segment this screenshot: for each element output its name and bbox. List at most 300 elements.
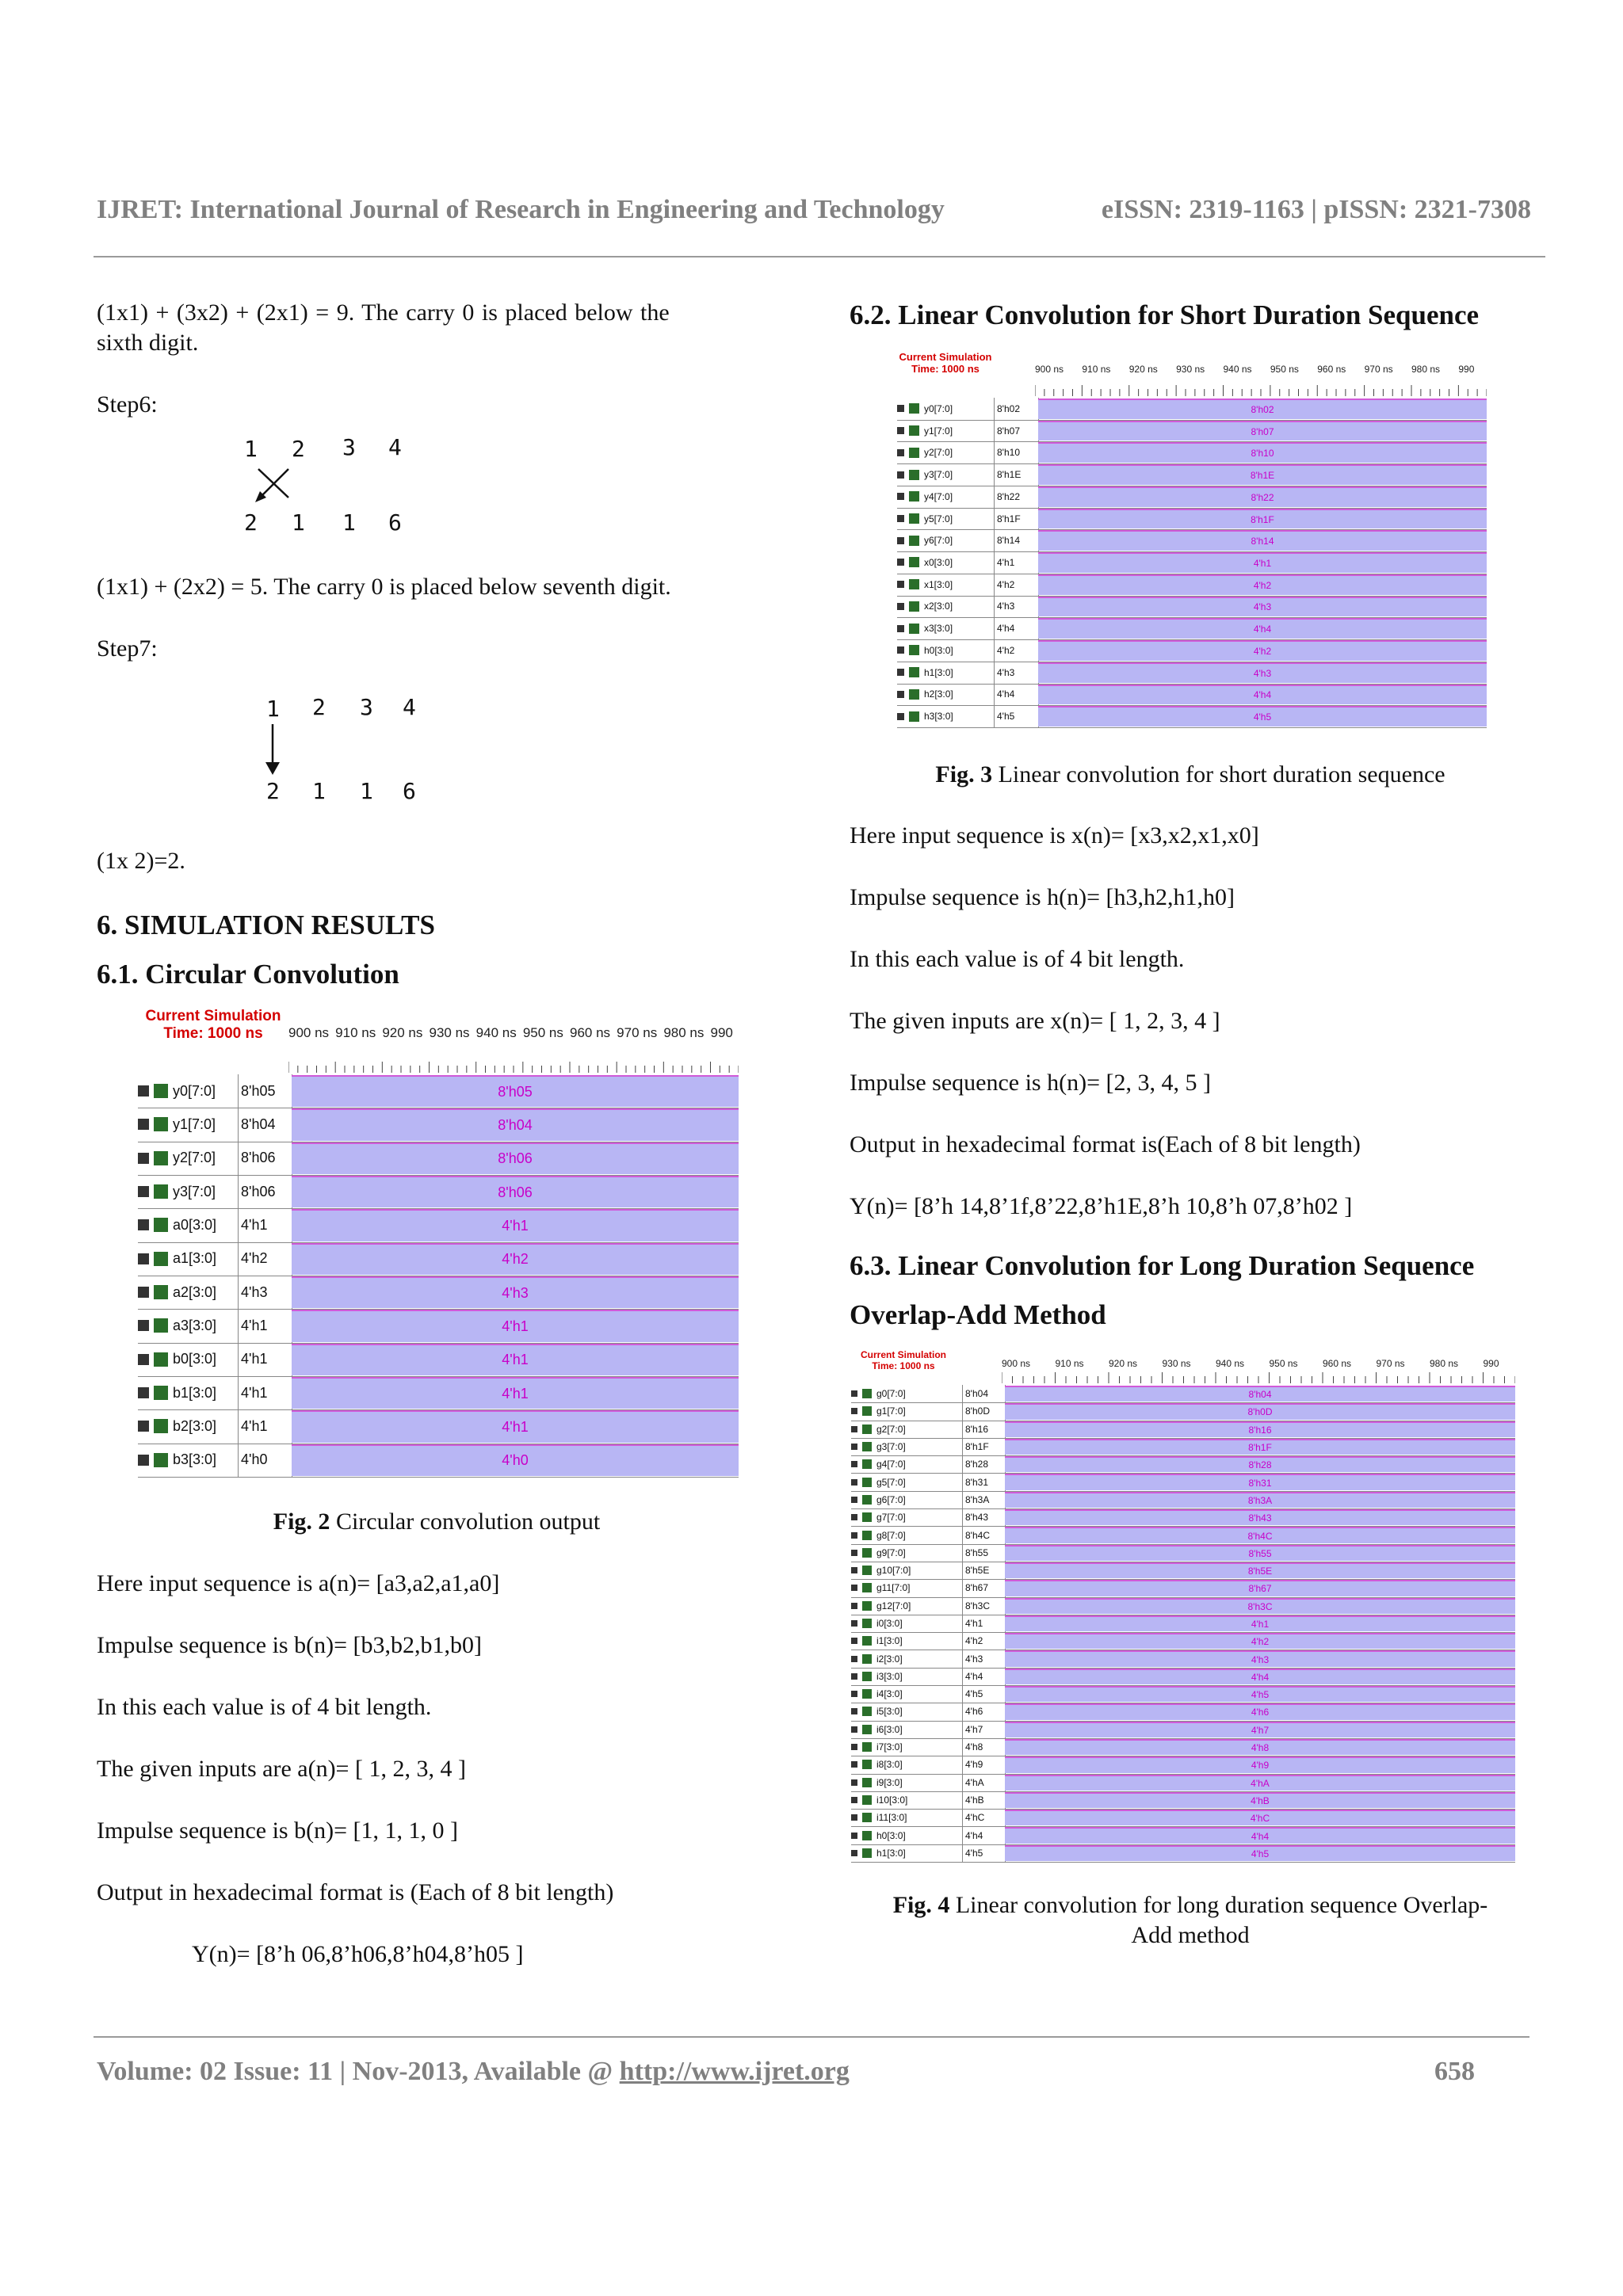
signal-value: 8'h43 [962,1508,1006,1526]
signal-row [851,1473,1515,1491]
time-tick-label: 980 ns [663,1025,705,1040]
signal-name[interactable] [851,1579,963,1596]
time-tick-label: 940 ns [475,1025,517,1040]
signal-name[interactable] [138,1208,239,1241]
time-ruler [1002,1372,1515,1383]
expand-icon[interactable] [897,691,904,698]
signal-name-text: g12[7:0] [876,1600,911,1611]
signal-name-text: i0[3:0] [876,1617,903,1629]
bus-signal-icon [862,1619,872,1628]
signal-row [851,1508,1515,1527]
fig3-waveform [897,349,1487,727]
signal-name[interactable] [851,1844,963,1862]
bus-signal-icon [154,1252,168,1266]
signal-value: 8'h1E [994,463,1039,486]
time-tick-label: 960 ns [570,1025,611,1040]
expand-icon[interactable] [138,1287,149,1298]
signal-row [851,1826,1515,1844]
fig3-label: Fig. 3 [935,761,993,788]
signal-row [851,1526,1515,1544]
signal-name[interactable] [897,441,995,463]
signal-value: 8'h3C [962,1597,1006,1615]
time-tick-label: 910 ns [335,1025,376,1040]
bus-signal-icon [909,689,919,700]
step6-bottom-3: 1 [342,509,356,536]
signal-name[interactable] [851,1562,963,1579]
signal-row [851,1597,1515,1615]
expand-icon[interactable] [897,493,904,500]
signal-name[interactable] [851,1526,963,1543]
signal-name-text: g1[7:0] [876,1405,906,1417]
step7-label: Step7: [97,635,158,662]
expand-icon[interactable] [851,1850,857,1856]
time-ruler [1035,385,1487,396]
signal-name[interactable] [138,1309,239,1342]
signal-waveform-bar: 8'h05 [292,1075,739,1107]
expand-icon[interactable] [138,1085,149,1097]
fig2-desc-7: Y(n)= [8’h 06,8’h06,8’h04,8’h05 ] [192,1941,524,1967]
signal-value: 4'h2 [994,574,1039,596]
signal-row [138,1309,739,1343]
signal-row [897,596,1487,619]
signal-row [851,1668,1515,1686]
signal-name[interactable] [897,639,995,662]
fig4-label: Fig. 4 [892,1892,950,1918]
signal-row [897,529,1487,552]
signal-name-text: y3[7:0] [173,1183,216,1199]
step7-top-1: 1 [266,696,280,722]
expand-icon[interactable] [138,1455,149,1466]
expand-icon[interactable] [851,1550,857,1556]
signal-row [851,1579,1515,1597]
signal-name[interactable] [897,420,995,442]
signal-name-text: g6[7:0] [876,1493,906,1505]
step7-top-3: 3 [360,694,373,720]
signal-row [138,1142,739,1176]
signal-name-text: b2[3:0] [173,1417,217,1434]
expand-icon[interactable] [851,1620,857,1627]
expand-icon[interactable] [851,1497,857,1503]
journal-link[interactable]: http://www.ijret.org [619,2057,850,2086]
signal-name[interactable] [851,1544,963,1562]
signal-waveform-bar: 8'h28 [1005,1456,1515,1472]
signal-name[interactable] [851,1473,963,1490]
footer-rule [94,2036,1529,2038]
signal-name[interactable] [897,508,995,530]
signal-value: 8'h0D [962,1402,1006,1420]
signal-waveform-bar: 4'h1 [1005,1615,1515,1631]
signal-value: 8'h14 [994,529,1039,551]
signal-waveform-bar: 4'h3 [292,1276,739,1308]
signal-row [138,1175,739,1209]
time-tick-label: 930 ns [429,1025,470,1040]
time-tick-label: 910 ns [1055,1358,1084,1369]
expand-icon[interactable] [897,449,904,456]
expand-icon[interactable] [851,1638,857,1644]
bus-signal-icon [862,1459,872,1469]
signal-name[interactable] [851,1385,963,1402]
signal-row [897,684,1487,707]
signal-waveform-bar: 4'h1 [1038,552,1487,573]
signal-value: 4'h1 [238,1409,292,1443]
signal-name[interactable] [897,486,995,508]
expand-icon[interactable] [897,625,904,632]
time-tick-label: 990 [1483,1358,1499,1369]
expand-icon[interactable] [851,1691,857,1697]
bus-signal-icon [862,1778,872,1787]
expand-icon[interactable] [851,1408,857,1414]
bus-signal-icon [862,1512,872,1522]
expand-icon[interactable] [138,1253,149,1264]
signal-name-text: i6[3:0] [876,1723,903,1735]
signal-row [138,1208,739,1242]
signal-waveform-bar: 4'h2 [1038,640,1487,661]
expand-icon[interactable] [897,471,904,479]
signal-name-text: h1[3:0] [924,666,953,678]
signal-row [851,1562,1515,1580]
signal-row [897,508,1487,531]
signal-row [851,1791,1515,1810]
sim-time-title [897,352,994,376]
signal-value: 8'h02 [994,398,1039,420]
expand-icon[interactable] [851,1814,857,1821]
signal-name[interactable] [897,684,995,706]
journal-title: IJRET: International Journal of Research in Engineering and Technology [97,195,945,224]
signal-row [851,1844,1515,1863]
expand-icon[interactable] [138,1119,149,1130]
signal-value: 4'h2 [962,1632,1006,1650]
signal-name[interactable] [138,1276,239,1309]
signal-name[interactable] [897,705,995,727]
signal-row [138,1108,739,1142]
step6-bottom-1: 2 [244,509,258,536]
signal-name[interactable] [851,1703,963,1720]
expand-icon[interactable] [851,1390,857,1397]
signal-name[interactable] [851,1826,963,1844]
signal-waveform-bar: 8'h43 [1005,1509,1515,1525]
signal-value: 4'h1 [994,551,1039,574]
signal-name-text: a1[3:0] [173,1250,217,1267]
signal-value: 8'h31 [962,1473,1006,1490]
page-number: 658 [1434,2057,1475,2086]
bus-signal-icon [862,1566,872,1575]
fig2-label: Fig. 2 [273,1508,330,1535]
expand-icon[interactable] [851,1567,857,1573]
expand-icon[interactable] [851,1461,857,1467]
signal-waveform-bar: 4'h1 [292,1344,739,1375]
expand-icon[interactable] [138,1219,149,1230]
signal-waveform-bar: 8'h1F [1038,509,1487,529]
signal-value: 4'h8 [962,1738,1006,1756]
time-ruler [288,1062,739,1073]
signal-name[interactable] [851,1615,963,1632]
expand-icon[interactable] [851,1779,857,1786]
time-tick-label: 940 ns [1223,364,1252,375]
expand-icon[interactable] [897,427,904,434]
bus-signal-icon [909,470,919,480]
signal-name[interactable] [138,1108,239,1141]
expand-icon[interactable] [897,537,904,544]
signal-name-text: i10[3:0] [876,1794,908,1806]
signal-waveform-bar: 4'h4 [1038,685,1487,705]
signal-name-text: y4[7:0] [924,490,953,502]
fig3-desc-7: Y(n)= [8’h 14,8’1f,8’22,8’h1E,8’h 10,8’h 07,8’h02 ] [850,1193,1353,1219]
issn: eISSN: 2319-1163 | pISSN: 2321-7308 [1101,195,1531,224]
bus-signal-icon [909,557,919,567]
signal-row [851,1721,1515,1739]
expand-icon[interactable] [851,1532,857,1539]
expand-icon[interactable] [897,603,904,610]
expand-icon[interactable] [897,646,904,654]
expand-icon[interactable] [851,1726,857,1733]
fig4-waveform [851,1347,1515,1862]
signal-waveform-bar: 4'h8 [1005,1739,1515,1755]
signal-waveform-bar: 8'h0D [1005,1403,1515,1419]
signal-value: 8'h07 [994,420,1039,442]
signal-name-text: a2[3:0] [173,1283,217,1300]
expand-icon[interactable] [897,515,904,522]
signal-name[interactable] [851,1738,963,1756]
signal-value: 8'h4C [962,1526,1006,1543]
expand-icon[interactable] [138,1186,149,1197]
signal-name[interactable] [897,398,995,420]
bus-signal-icon [154,1352,168,1367]
signal-name[interactable] [138,1343,239,1376]
expand-icon[interactable] [897,559,904,566]
step6-label: Step6: [97,391,158,418]
expand-icon[interactable] [851,1603,857,1609]
sim-title-line1: Current Simulation [860,1349,946,1360]
bus-signal-icon [154,1218,168,1232]
time-tick-label: 970 ns [617,1025,658,1040]
signal-name-text: a0[3:0] [173,1216,217,1233]
signal-name-text: y2[7:0] [924,447,953,459]
expand-icon[interactable] [851,1797,857,1803]
signal-name-text: i7[3:0] [876,1741,903,1753]
time-tick-label: 900 ns [1035,364,1064,375]
signal-name[interactable] [138,1242,239,1276]
signal-row [897,441,1487,464]
signal-name[interactable] [851,1721,963,1738]
signal-value: 4'h1 [238,1309,292,1342]
signal-value: 4'h4 [962,1826,1006,1844]
bus-signal-icon [909,645,919,655]
signal-name-text: x2[3:0] [924,601,953,612]
footer-left [97,2057,850,2087]
expand-icon[interactable] [138,1320,149,1331]
step7-bottom-1: 2 [266,778,280,804]
fig3-desc-6: Output in hexadecimal format is(Each of 8 bit length) [850,1131,1361,1158]
signal-waveform-bar: 8'h67 [1005,1580,1515,1596]
time-tick-label: 920 ns [1109,1358,1138,1369]
signal-name[interactable] [851,1650,963,1667]
expand-icon[interactable] [851,1426,857,1432]
time-tick-label: 940 ns [1216,1358,1245,1369]
expand-icon[interactable] [851,1708,857,1714]
signal-name-text: y6[7:0] [924,535,953,547]
bus-signal-icon [909,425,919,436]
signal-waveform-bar: 8'h02 [1038,399,1487,419]
fig4-text-line2: Add method [1131,1922,1250,1948]
expand-icon[interactable] [851,1833,857,1839]
signal-name[interactable] [851,1402,963,1420]
signal-value: 8'h67 [962,1579,1006,1596]
signal-name[interactable] [851,1791,963,1809]
signal-name[interactable] [851,1809,963,1826]
signal-row [851,1438,1515,1456]
signal-name-text: b1[3:0] [173,1384,217,1401]
signal-waveform-bar: 8'h5E [1005,1562,1515,1578]
signal-waveform-bar: 4'h1 [292,1410,739,1442]
expand-icon[interactable] [138,1387,149,1398]
signal-value: 4'h5 [962,1685,1006,1703]
signal-name[interactable] [851,1508,963,1526]
bus-signal-icon [862,1531,872,1540]
signal-row [138,1376,739,1410]
bus-signal-icon [862,1442,872,1451]
signal-name[interactable] [138,1074,239,1108]
step7-bottom-2: 1 [312,778,326,804]
signal-name[interactable] [138,1142,239,1175]
signal-waveform-bar: 4'h6 [1005,1703,1515,1719]
bus-signal-icon [154,1151,168,1165]
fig4-caption [850,1890,1531,1951]
expand-icon[interactable] [851,1585,857,1591]
fig3-desc-3: In this each value is of 4 bit length. [850,946,1185,972]
bus-signal-icon [862,1760,872,1769]
sim-title-line1: Current Simulation [899,351,992,363]
time-tick-label: 900 ns [1002,1358,1031,1369]
signal-waveform-bar: 8'h1F [1005,1439,1515,1455]
bus-signal-icon [154,1453,168,1467]
expand-icon[interactable] [897,713,904,720]
expand-icon[interactable] [851,1479,857,1486]
signal-waveform-bar: 4'h3 [1038,662,1487,683]
time-tick-label: 930 ns [1162,1358,1191,1369]
expand-icon[interactable] [851,1761,857,1768]
signal-name[interactable] [851,1774,963,1791]
signal-row [851,1632,1515,1650]
expand-icon[interactable] [851,1444,857,1450]
signal-name[interactable] [851,1438,963,1455]
bus-signal-icon [909,624,919,634]
expand-icon[interactable] [897,405,904,412]
time-tick-label: 980 ns [1430,1358,1459,1369]
bus-signal-icon [909,403,919,414]
signal-name[interactable] [138,1444,239,1477]
bus-signal-icon [909,491,919,502]
signal-row [138,1276,739,1310]
signal-name[interactable] [897,596,995,618]
signal-name[interactable] [897,617,995,639]
fig3-desc-1: Here input sequence is x(n)= [x3,x2,x1,x0] [850,822,1259,849]
bus-signal-icon [862,1495,872,1505]
signal-waveform-bar: 4'hA [1005,1775,1515,1791]
time-tick-label: 970 ns [1364,364,1393,375]
fig2-caption [97,1507,777,1537]
signal-name[interactable] [897,574,995,596]
header-rule [94,256,1545,257]
signal-name[interactable] [138,1376,239,1409]
signal-name[interactable] [851,1491,963,1508]
signal-value: 8'h06 [238,1142,292,1175]
signal-value: 8'h28 [962,1455,1006,1473]
expand-icon[interactable] [138,1153,149,1164]
sim-title-line2: Time: 1000 ns [911,362,980,375]
sim-title-line2: Time: 1000 ns [163,1024,263,1042]
signal-row [897,574,1487,597]
expand-icon[interactable] [851,1744,857,1750]
signal-value: 4'h1 [962,1615,1006,1632]
signal-name[interactable] [851,1632,963,1650]
signal-name[interactable] [851,1597,963,1615]
signal-value: 4'h6 [962,1703,1006,1720]
expand-icon[interactable] [851,1514,857,1520]
signal-name[interactable] [897,551,995,574]
signal-name[interactable] [851,1668,963,1685]
signal-waveform-bar: 4'h3 [1038,597,1487,617]
signal-name[interactable] [897,662,995,684]
time-tick-label: 960 ns [1317,364,1346,375]
time-tick-label: 900 ns [288,1025,330,1040]
step7-bottom-4: 6 [403,778,416,804]
signal-name-text: x1[3:0] [924,578,953,590]
signal-name-text: g9[7:0] [876,1547,906,1558]
expand-icon[interactable] [138,1421,149,1432]
signal-waveform-bar: 8'h06 [292,1176,739,1207]
signal-waveform-bar: 8'h04 [292,1108,739,1140]
signal-row [138,1444,739,1478]
bus-signal-icon [154,1386,168,1400]
time-tick-label: 970 ns [1376,1358,1405,1369]
signal-waveform-bar: 4'h5 [1005,1845,1515,1861]
section-6-heading: 6. SIMULATION RESULTS [97,910,435,940]
signal-row [851,1809,1515,1827]
signal-name[interactable] [138,1175,239,1208]
time-tick-label: 990 [710,1025,733,1040]
signal-waveform-bar: 4'h2 [1005,1633,1515,1649]
bus-signal-icon [862,1672,872,1681]
signal-value: 4'h5 [994,705,1039,727]
signal-value: 4'h2 [238,1242,292,1276]
signal-value: 8'h5E [962,1562,1006,1579]
signal-value: 4'hC [962,1809,1006,1826]
section-6-3-heading-line2: Overlap-Add Method [850,1299,1106,1330]
signal-name[interactable] [851,1756,963,1773]
signal-name[interactable] [138,1409,239,1443]
expand-icon[interactable] [851,1656,857,1662]
signal-name-text: y5[7:0] [924,513,953,524]
expand-icon[interactable] [897,581,904,588]
fig3-desc-4: The given inputs are x(n)= [ 1, 2, 3, 4 ] [850,1008,1220,1034]
signal-name-text: g3[7:0] [876,1441,906,1453]
expand-icon[interactable] [138,1354,149,1365]
signal-name[interactable] [897,463,995,486]
signal-name-text: y0[7:0] [173,1082,216,1099]
signal-name-text: g4[7:0] [876,1459,906,1470]
signal-name[interactable] [851,1455,963,1473]
signal-name[interactable] [851,1685,963,1703]
signal-name[interactable] [851,1421,963,1438]
signal-name-text: x0[3:0] [924,556,953,568]
signal-value: 4'h4 [994,617,1039,639]
expand-icon[interactable] [897,669,904,676]
expand-icon[interactable] [851,1673,857,1680]
signal-waveform-bar: 8'h1E [1038,464,1487,485]
signal-waveform-bar: 4'h7 [1005,1722,1515,1737]
signal-name[interactable] [897,529,995,551]
signal-row [897,486,1487,509]
